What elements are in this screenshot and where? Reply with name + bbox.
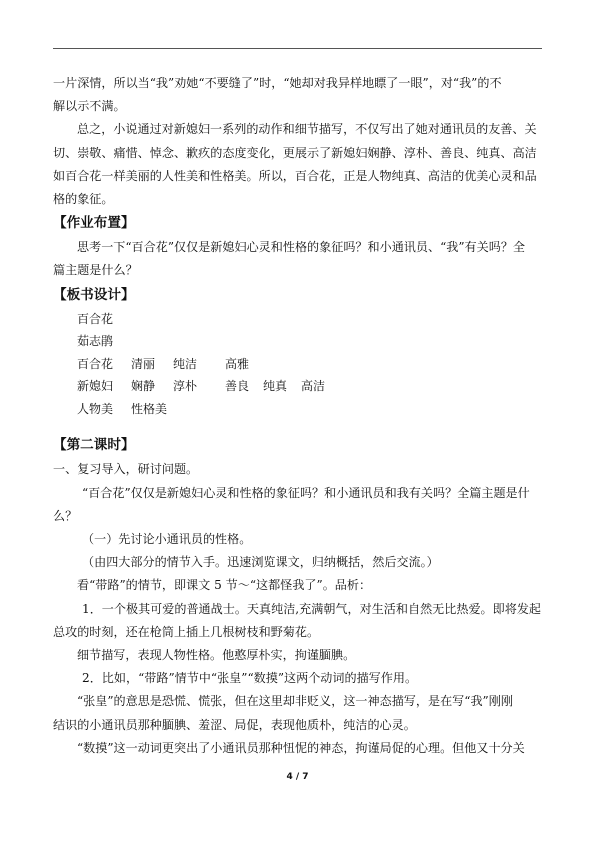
paragraph-line: 格的象征。 xyxy=(53,191,114,206)
paragraph-line: 切、崇敬、痛惜、悼念、歉疚的态度变化，更展示了新媳妇娴静、淳朴、善良、纯真、高洁 xyxy=(53,145,537,160)
board-cell: 清丽 xyxy=(131,356,156,371)
lesson2-line: 结识的小通讯员那种腼腆、羞涩、局促，表现他质朴，纯洁的心灵。 xyxy=(53,717,416,732)
paragraph-line: 总之，小说通过对新媳妇一系列的动作和细节描写，不仅写出了她对通讯员的友善、关 xyxy=(77,122,537,137)
paragraph-line: 一片深情，所以当“我”劝她“不要缝了”时，“她却对我异样地瞟了一眼”，对“我”的不 xyxy=(53,76,502,90)
lesson2-line: “百合花”仅仅是新媳妇心灵和性格的象征吗？和小通讯员和我有关吗？全篇主题是什 xyxy=(82,485,530,500)
board-row xyxy=(53,375,542,398)
lesson2-line: 总攻的时刻，还在枪筒上插上几根树枝和野菊花。 xyxy=(53,624,320,639)
board-row xyxy=(53,308,542,331)
board-cell: 性格美 xyxy=(131,401,168,416)
board-cell: 百合花 xyxy=(77,356,114,371)
board-row xyxy=(53,330,542,353)
homework-line: 篇主题是什么？ xyxy=(53,263,138,278)
board-cell: 娴静 xyxy=(131,379,156,394)
board-row xyxy=(53,398,542,421)
header-rule xyxy=(53,48,542,49)
lesson2-line: （一）先讨论小通讯员的性格。 xyxy=(82,532,252,547)
section-gap xyxy=(53,420,542,433)
lesson2-line: （由四大部分的情节入手。迅速浏览课文，归纳概括，然后交流。） xyxy=(82,555,439,570)
paragraph-line: 解以示不满。 xyxy=(53,99,126,114)
paragraph-line: 如百合花一样美丽的人性美和性格美。所以，百合花，正是人物纯真、高洁的优美心灵和品 xyxy=(53,168,537,183)
page-number: 4 / 7 xyxy=(286,772,309,782)
board-cell: 茹志鹃 xyxy=(77,334,114,349)
lesson2-line: 细节描写，表现人物性格。他憨厚朴实，拘谨腼腆。 xyxy=(77,647,356,662)
board-cell: 纯真 xyxy=(263,379,288,394)
board-heading: 【板书设计】 xyxy=(53,286,135,303)
lesson2-line: 看“带路”的情节，即课文 5 节～“这都怪我了”。品析： xyxy=(77,578,372,593)
lesson2-line: “张皇”的意思是恐慌、慌张，但在这里却非贬义，这一神态描写，是在写“我”刚刚 xyxy=(77,694,513,709)
lesson2-line: 一、复习导入，研讨问题。 xyxy=(53,462,199,477)
board-cell: 高洁 xyxy=(301,379,326,394)
board-cell: 高雅 xyxy=(225,356,250,371)
board-cell: 人物美 xyxy=(77,401,114,416)
page-content xyxy=(53,72,542,760)
board-cell: 纯洁 xyxy=(173,356,198,371)
board-cell: 百合花 xyxy=(77,311,114,326)
lesson2-line: 1．一个极其可爱的普通战士。天真纯洁,充满朝气，对生活和自然无比热爱。即将发起 xyxy=(82,601,542,616)
lesson2-line: “数摸”这一动词更突出了小通讯员那种忸怩的神态，拘谨局促的心理。但他又十分关 xyxy=(77,740,525,755)
board-cell: 新媳妇 xyxy=(77,379,114,394)
board-cell: 淳朴 xyxy=(173,379,198,394)
lesson2-heading: 【第二课时】 xyxy=(53,437,135,454)
lesson2-line: 2．比如，“带路”情节中“张皇”“数摸”这两个动词的描写作用。 xyxy=(82,671,418,686)
board-cell: 善良 xyxy=(225,379,250,394)
homework-heading: 【作业布置】 xyxy=(53,215,135,232)
board-row xyxy=(53,353,542,376)
lesson2-line: 么？ xyxy=(53,508,78,523)
homework-line: 思考一下“百合花”仅仅是新媳妇心灵和性格的象征吗？和小通讯员、“我”有关吗？全 xyxy=(77,240,526,255)
